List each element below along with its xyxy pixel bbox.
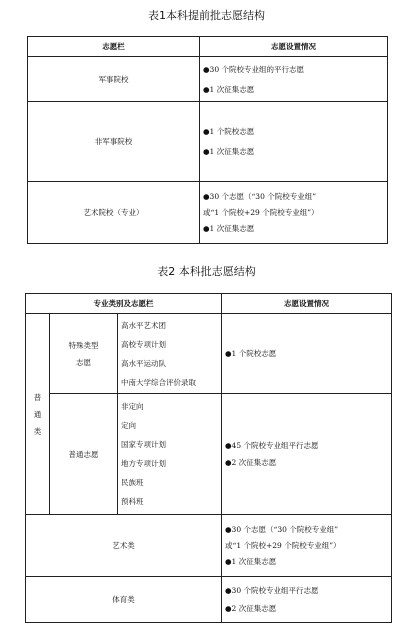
detail-line: ●30 个院校专业组平行志愿	[225, 586, 319, 595]
table2-title: 表2 本科批志愿结构	[157, 265, 256, 278]
table-row	[28, 102, 388, 182]
special-items	[118, 314, 222, 394]
list-item: 高水平艺术团	[121, 320, 166, 330]
list-item: 地方专项计划	[121, 459, 166, 468]
detail-line: ●1 个院校志愿	[203, 127, 255, 136]
detail-line: ●2 次征集志愿	[225, 458, 277, 467]
category-cell: 军事院校	[28, 57, 200, 102]
table1-header-col2: 志愿设置情况	[200, 37, 388, 57]
detail-line: ●1 次征集志愿	[203, 84, 255, 94]
table2-header-col1: 专业类别及志愿栏	[26, 294, 222, 314]
details-cell	[222, 515, 392, 577]
details-cell	[200, 57, 388, 102]
details-cell	[222, 394, 392, 515]
table2	[25, 293, 392, 623]
detail-line: ●2 次征集志愿	[225, 604, 277, 613]
list-item: 预科班	[121, 497, 144, 506]
table-row	[26, 577, 392, 623]
details-cell	[200, 102, 388, 182]
list-item: 定向	[121, 421, 136, 430]
detail-line: ●45 个院校专业组平行志愿	[225, 441, 319, 450]
detail-line: ●1 次征集志愿	[203, 147, 255, 156]
detail-line: 或“1 个院校+29 个院校专业组”）	[225, 541, 341, 550]
list-item: 国家专项计划	[121, 440, 166, 449]
special-label: 特殊类型 志愿	[50, 314, 118, 394]
detail-line: ●1 次征集志愿	[203, 224, 255, 233]
putong-label: 普 通 类	[26, 314, 50, 515]
details-cell	[222, 314, 392, 394]
list-item: 民族班	[121, 478, 144, 487]
table-row	[26, 515, 392, 577]
table-row	[28, 182, 388, 244]
detail-line: ●1 个院校志愿	[225, 349, 277, 358]
table1-header-col1: 志愿栏	[28, 37, 200, 57]
sports-label: 体育类	[26, 577, 222, 623]
detail-line: ●1 次征集志愿	[225, 557, 277, 566]
category-cell: 非军事院校	[28, 102, 200, 182]
table2-header-col2: 志愿设置情况	[222, 294, 392, 314]
regular-items	[118, 394, 222, 515]
table-row	[28, 57, 388, 102]
table1-title: 表1本科提前批志愿结构	[148, 9, 265, 22]
details-cell	[200, 182, 388, 244]
list-item: 高水平运动队	[121, 358, 166, 368]
detail-line: ●30 个志愿（“30 个院校专业组”	[225, 525, 339, 534]
detail-line: ●30 个院校专业组的平行志愿	[203, 64, 304, 74]
regular-label: 普通志愿	[50, 394, 118, 515]
art-label: 艺术类	[26, 515, 222, 577]
list-item: 高校专项计划	[121, 339, 166, 349]
detail-line: ●30 个志愿（“30 个院校专业组”	[203, 192, 317, 201]
table-row	[26, 314, 392, 394]
table1	[27, 36, 388, 244]
list-item: 中南大学综合评价录取	[121, 377, 196, 387]
details-cell	[222, 577, 392, 623]
detail-line: 或“1 个院校+29 个院校专业组”）	[203, 208, 319, 217]
table-row	[26, 394, 392, 515]
list-item: 非定向	[121, 402, 144, 411]
category-cell: 艺术院校（专业）	[28, 182, 200, 244]
